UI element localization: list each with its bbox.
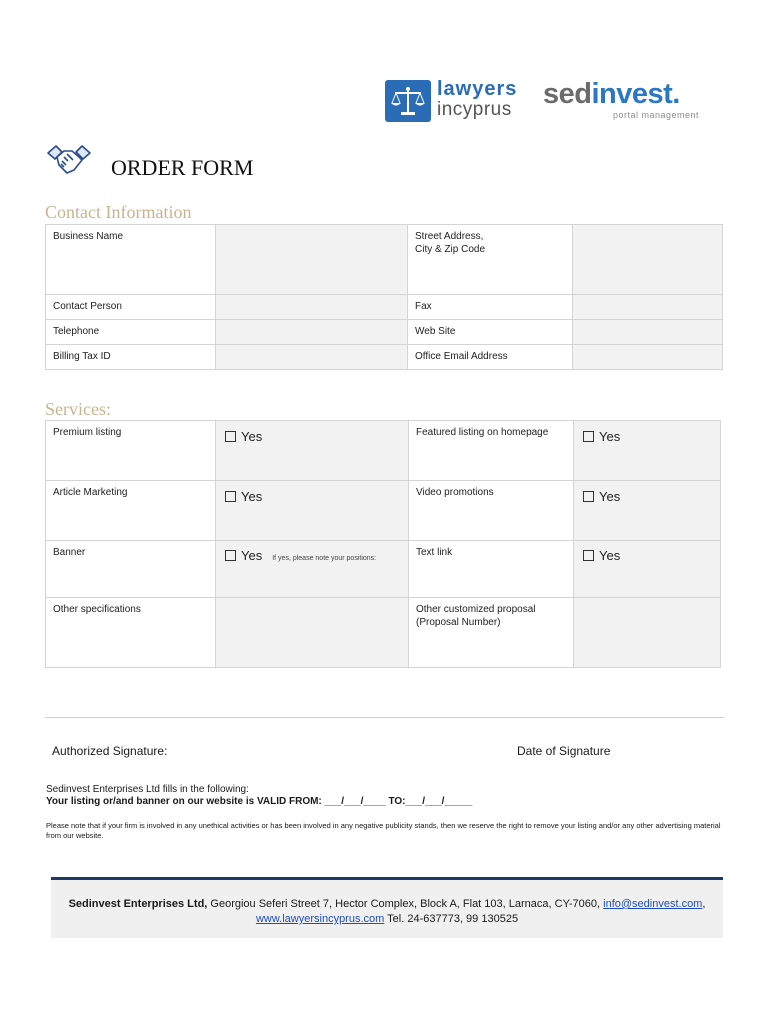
footer-website-link[interactable]: www.lawyersincyprus.com [255,913,385,925]
validity-period-line: Your listing or/and banner on our website is VALID FROM: ___/___/____ TO:___/___/_____ [46,796,473,807]
table-row [46,598,721,668]
footer-email-link[interactable]: info@sedinvest.com [603,898,703,910]
checkbox-box [225,550,236,561]
sedinvest-logo-part-b: invest. [591,78,680,110]
featured-listing-cell [574,421,721,481]
yes-label: Yes [241,548,263,563]
street-address-field[interactable] [573,225,723,295]
table-row [46,295,723,320]
footer-comma: , [702,898,706,910]
banner-label: Banner [46,541,216,598]
table-row [46,481,721,541]
premium-listing-checkbox[interactable] [225,430,262,443]
footer-contact-text [51,880,723,927]
checkbox-box [583,431,594,442]
fax-field[interactable] [573,295,723,320]
fax-label: Fax [408,295,573,320]
video-promotions-checkbox[interactable] [583,490,620,503]
street-address-label [408,225,573,295]
checkbox-box [225,491,236,502]
handshake-icon [46,143,92,182]
yes-label: Yes [599,489,621,504]
business-name-field[interactable] [216,225,408,295]
business-name-label: Business Name [46,225,216,295]
table-row [46,345,723,370]
article-marketing-checkbox[interactable] [225,490,262,503]
video-promotions-label: Video promotions [409,481,574,541]
lawyers-in-cyprus-logo [385,80,527,122]
telephone-field[interactable] [216,320,408,345]
other-proposal-label-line1: Other customized proposal [416,604,536,615]
scales-icon [385,80,431,122]
office-email-label: Office Email Address [408,345,573,370]
billing-tax-id-field[interactable] [216,345,408,370]
checkbox-box [225,431,236,442]
other-specifications-field[interactable] [216,598,409,668]
validity-note [46,784,472,808]
lawyers-logo-text: lawyers [437,78,518,100]
contact-information-table [45,224,723,370]
yes-label: Yes [599,429,621,444]
yes-label: Yes [241,489,263,504]
street-address-label-line2: City & Zip Code [415,244,486,255]
footer [51,877,723,938]
date-of-signature-label: Date of Signature [517,744,611,758]
contact-information-heading: Contact Information [45,202,192,222]
checkbox-box [583,550,594,561]
premium-listing-cell [216,421,409,481]
web-site-field[interactable] [573,320,723,345]
web-site-label: Web Site [408,320,573,345]
article-marketing-label: Article Marketing [46,481,216,541]
video-promotions-cell [574,481,721,541]
article-marketing-cell [216,481,409,541]
checkbox-box [583,491,594,502]
page-title: ORDER FORM [111,155,254,180]
services-heading: Services: [45,399,111,419]
featured-listing-checkbox[interactable] [583,430,620,443]
disclaimer-text: Please note that if your firm is involved in any unethical activities or has been involved in any negative publicity stands, then we reserve the right to remove your listing and/or any other advertising material from our website. [46,821,721,840]
services-table [45,420,721,668]
street-address-label-line1: Street Address, [415,231,484,242]
contact-person-field[interactable] [216,295,408,320]
telephone-label: Telephone [46,320,216,345]
table-row [46,541,721,598]
footer-company: Sedinvest Enterprises Ltd, [68,898,208,910]
other-proposal-label [409,598,574,668]
authorized-signature-label: Authorized Signature: [52,744,168,758]
footer-telephone: Tel. 24-637773, 99 130525 [384,913,519,925]
billing-tax-id-label: Billing Tax ID [46,345,216,370]
office-email-field[interactable] [573,345,723,370]
table-row [46,225,723,295]
footer-address: Georgiou Seferi Street 7, Hector Complex, Block A, Flat 103, Larnaca, CY-7060, [207,898,604,910]
featured-listing-label: Featured listing on homepage [409,421,574,481]
other-proposal-label-line2: (Proposal Number) [416,617,501,628]
sedinvest-tagline: portal management [613,110,700,120]
yes-label: Yes [599,548,621,563]
header-logos [385,76,705,126]
premium-listing-label: Premium listing [46,421,216,481]
banner-checkbox[interactable] [225,549,262,562]
other-specifications-label: Other specifications [46,598,216,668]
incyprus-logo-text: incyprus [437,99,512,120]
banner-cell [216,541,409,598]
table-row [46,320,723,345]
text-link-checkbox[interactable] [583,549,620,562]
text-link-cell [574,541,721,598]
text-link-label: Text link [409,541,574,598]
sedinvest-logo [543,78,680,111]
sedinvest-logo-part-a: sed [543,78,592,110]
signature-divider [45,717,724,718]
other-proposal-field[interactable] [574,598,721,668]
contact-person-label: Contact Person [46,295,216,320]
banner-positions-note: If yes, please note your positions: [272,555,377,562]
validity-note-intro: Sedinvest Enterprises Ltd fills in the following: [46,784,249,795]
yes-label: Yes [241,429,263,444]
table-row [46,421,721,481]
